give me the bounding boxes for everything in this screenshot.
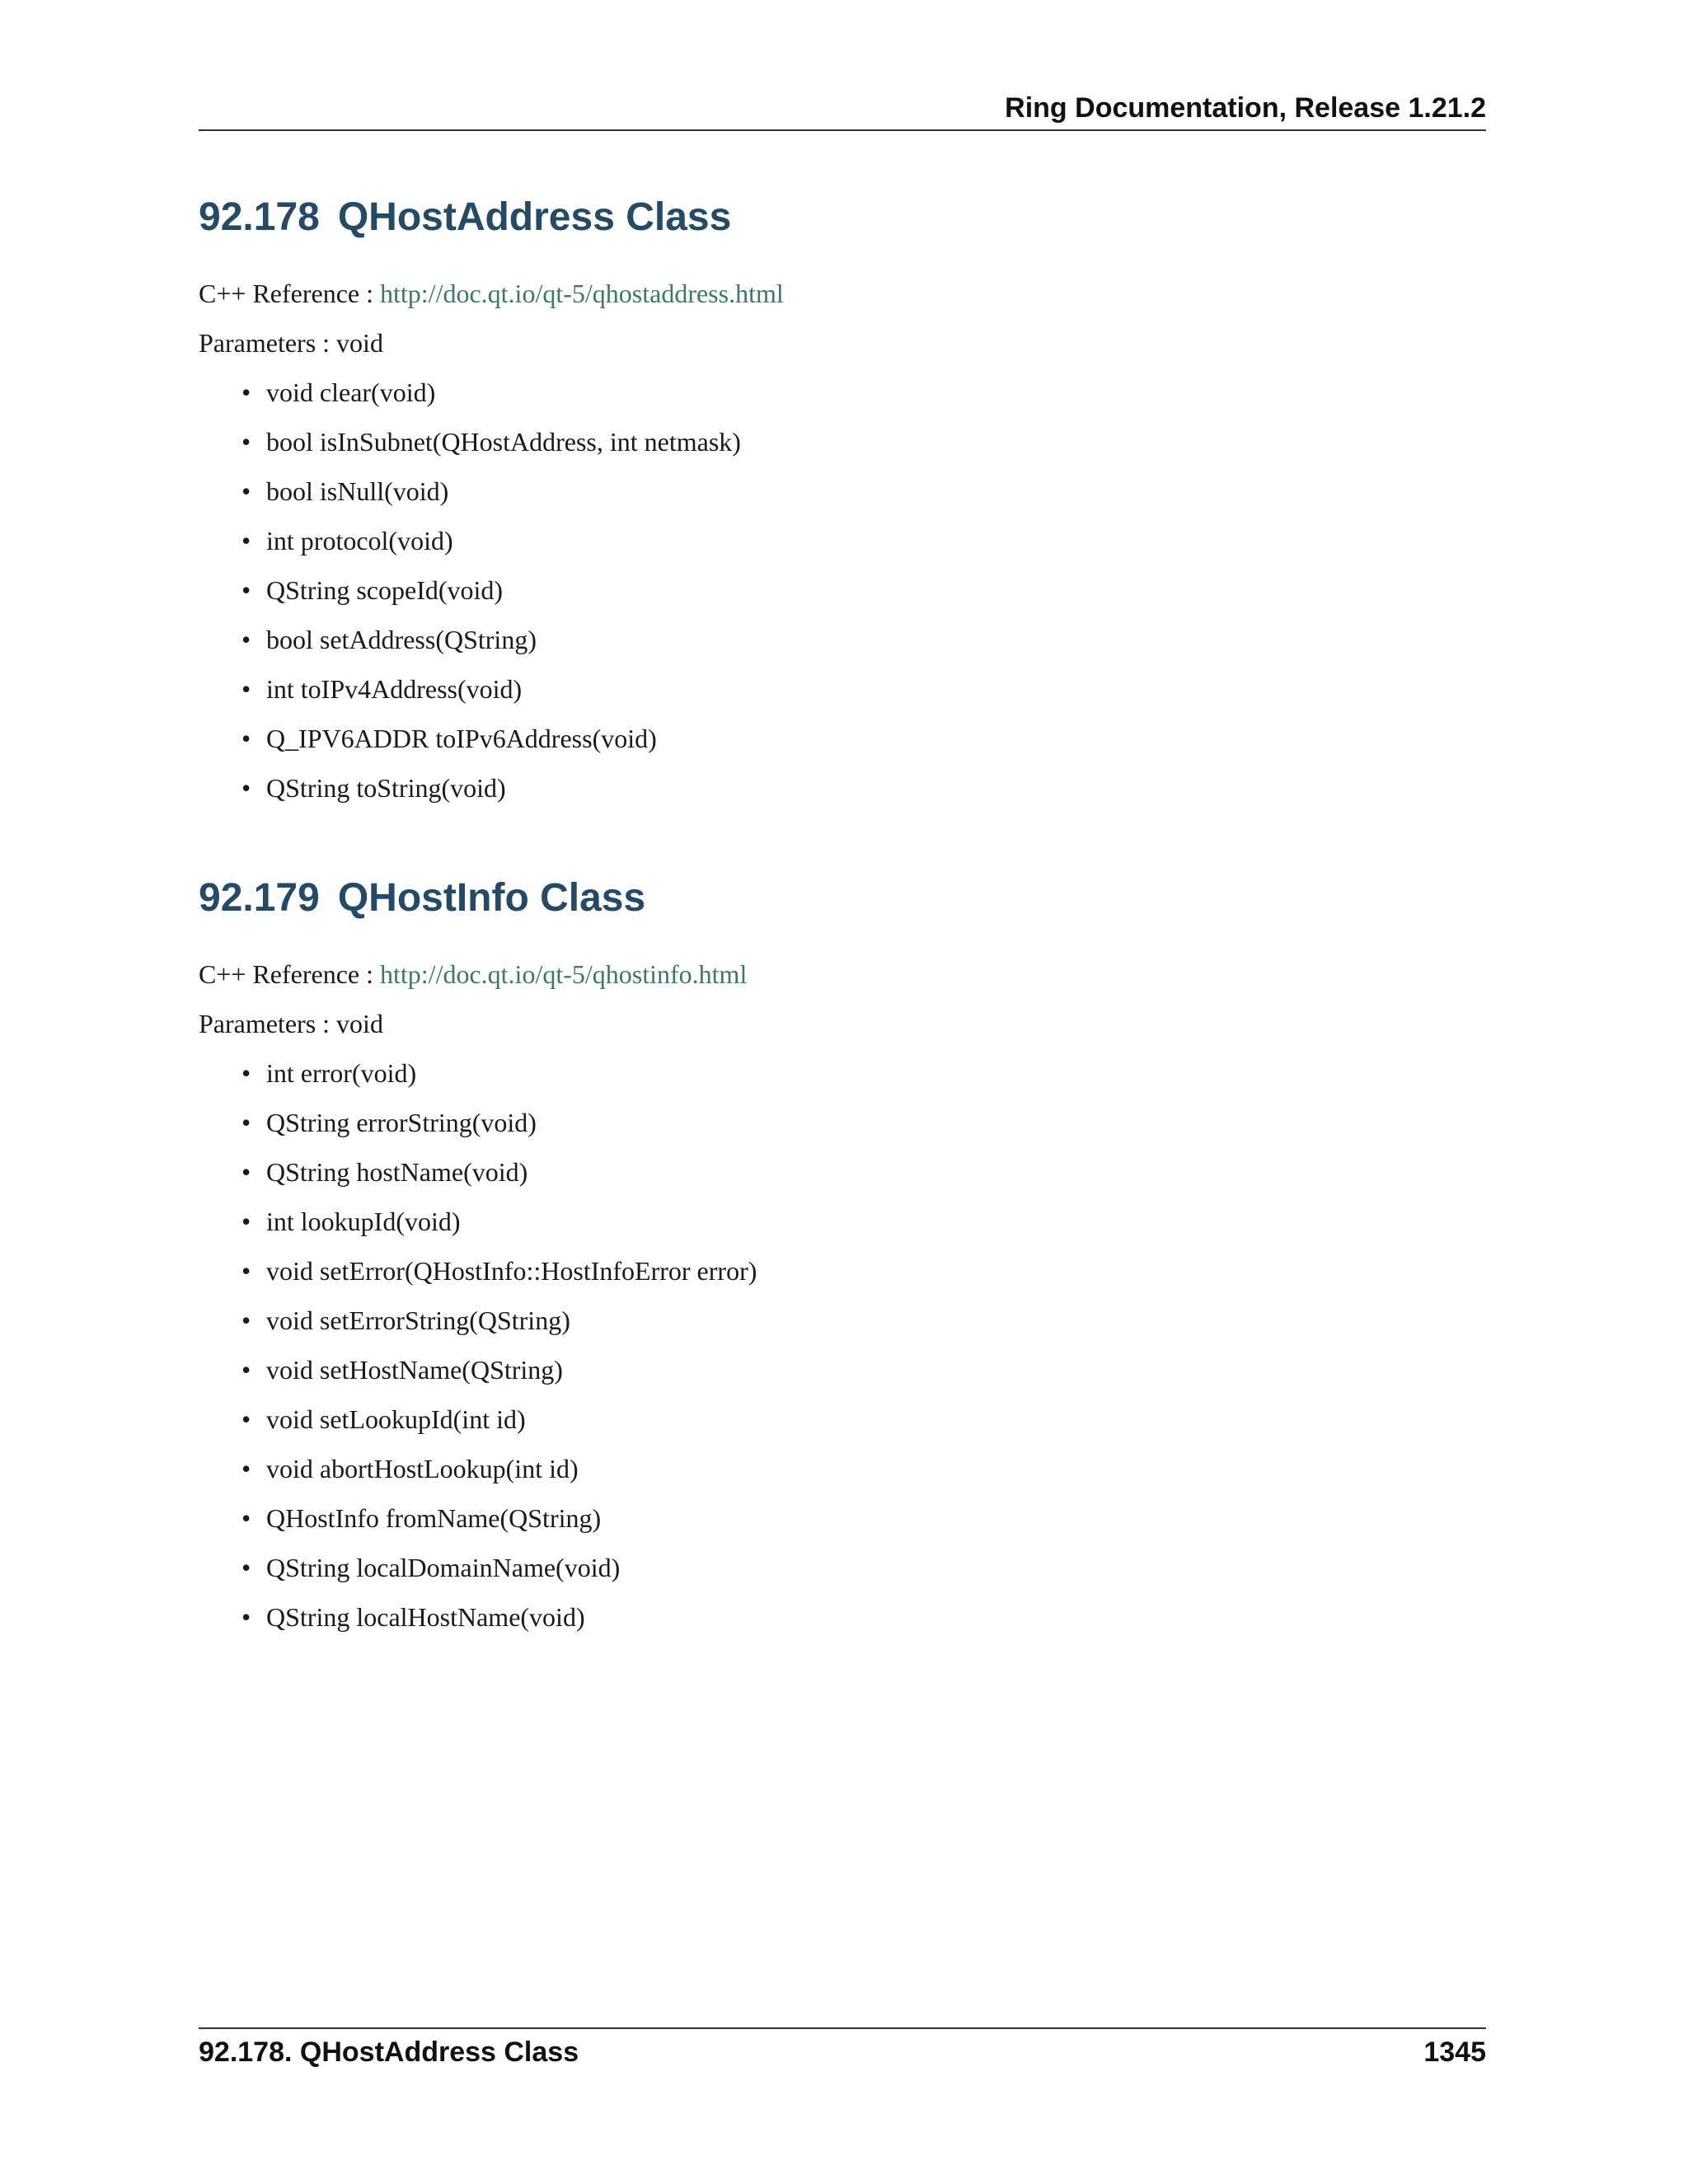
bullet-icon: •: [241, 1207, 251, 1236]
method-item: [241, 376, 1486, 409]
method-item: [241, 673, 1486, 705]
method-signature: bool setAddress(QString): [266, 625, 537, 654]
footer-divider: [199, 2027, 1486, 2029]
method-signature: void setLookupId(int id): [266, 1404, 526, 1434]
section-title-text: QHostInfo Class: [337, 876, 646, 920]
method-signature: QHostInfo fromName(QString): [266, 1503, 602, 1533]
section-heading: [199, 874, 1486, 923]
cpp-reference-label: C++ Reference :: [199, 279, 373, 308]
bullet-icon: •: [241, 526, 251, 555]
method-item: [241, 1452, 1486, 1485]
footer-section-label: 92.178. QHostAddress Class: [199, 2036, 579, 2068]
running-header-title: Ring Documentation, Release 1.21.2: [1005, 92, 1486, 124]
method-item: [241, 1601, 1486, 1633]
method-item: [241, 1205, 1486, 1238]
method-signature: QString errorString(void): [266, 1108, 537, 1137]
document-page: [199, 0, 1486, 2184]
parameters-line: [199, 1007, 1486, 1040]
parameters-label: Parameters :: [199, 328, 331, 358]
method-item: [241, 1353, 1486, 1386]
bullet-icon: •: [241, 427, 251, 457]
method-list: [199, 376, 1486, 804]
bullet-icon: •: [241, 1602, 251, 1632]
section-number: 92.179: [199, 876, 320, 920]
method-item: [241, 771, 1486, 804]
method-signature: void setError(QHostInfo::HostInfoError error): [266, 1256, 757, 1286]
bullet-icon: •: [241, 1305, 251, 1335]
method-list: [199, 1057, 1486, 1633]
method-signature: void setErrorString(QString): [266, 1305, 570, 1335]
bullet-icon: •: [241, 476, 251, 506]
method-signature: void setHostName(QString): [266, 1355, 563, 1385]
method-signature: QString toString(void): [266, 773, 506, 803]
bullet-icon: •: [241, 575, 251, 605]
method-item: [241, 1551, 1486, 1584]
bullet-icon: •: [241, 1157, 251, 1187]
cpp-reference-line: [199, 277, 1486, 310]
bullet-icon: •: [241, 377, 251, 407]
parameters-value: void: [336, 1009, 383, 1038]
parameters-label: Parameters :: [199, 1009, 331, 1038]
method-item: [241, 425, 1486, 458]
bullet-icon: •: [241, 625, 251, 654]
footer-page-number: 1345: [1423, 2036, 1486, 2068]
method-item: [241, 574, 1486, 607]
section-qhostinfo: [199, 874, 1486, 1650]
bullet-icon: •: [241, 1058, 251, 1088]
method-signature: bool isInSubnet(QHostAddress, int netmask): [266, 427, 741, 457]
bullet-icon: •: [241, 1454, 251, 1483]
section-heading: [199, 193, 1486, 242]
method-signature: int protocol(void): [266, 526, 453, 555]
cpp-reference-link[interactable]: http://doc.qt.io/qt-5/qhostinfo.html: [380, 959, 748, 989]
bullet-icon: •: [241, 1503, 251, 1533]
cpp-reference-link[interactable]: http://doc.qt.io/qt-5/qhostaddress.html: [380, 279, 784, 308]
section-number: 92.178: [199, 195, 320, 239]
method-signature: int error(void): [266, 1058, 417, 1088]
method-signature: QString hostName(void): [266, 1157, 528, 1187]
section-qhostaddress: [199, 193, 1486, 821]
method-item: [241, 623, 1486, 656]
bullet-icon: •: [241, 1553, 251, 1582]
cpp-reference-label: C++ Reference :: [199, 959, 373, 989]
method-item: [241, 1106, 1486, 1139]
header-divider: [199, 129, 1486, 131]
bullet-icon: •: [241, 1355, 251, 1385]
bullet-icon: •: [241, 724, 251, 753]
method-item: [241, 1057, 1486, 1090]
bullet-icon: •: [241, 773, 251, 803]
method-item: [241, 1155, 1486, 1188]
method-signature: void clear(void): [266, 377, 436, 407]
bullet-icon: •: [241, 674, 251, 704]
method-signature: QString scopeId(void): [266, 575, 504, 605]
method-signature: bool isNull(void): [266, 476, 449, 506]
method-signature: QString localDomainName(void): [266, 1553, 621, 1582]
bullet-icon: •: [241, 1108, 251, 1137]
method-item: [241, 524, 1486, 557]
cpp-reference-line: [199, 958, 1486, 991]
method-item: [241, 1502, 1486, 1535]
method-item: [241, 1403, 1486, 1436]
method-item: [241, 722, 1486, 755]
method-signature: int toIPv4Address(void): [266, 674, 523, 704]
method-item: [241, 475, 1486, 508]
method-signature: Q_IPV6ADDR toIPv6Address(void): [266, 724, 657, 753]
method-signature: QString localHostName(void): [266, 1602, 585, 1632]
method-item: [241, 1304, 1486, 1337]
parameters-value: void: [336, 328, 383, 358]
method-item: [241, 1254, 1486, 1287]
section-title-text: QHostAddress Class: [337, 195, 732, 239]
bullet-icon: •: [241, 1256, 251, 1286]
method-signature: void abortHostLookup(int id): [266, 1454, 579, 1483]
bullet-icon: •: [241, 1404, 251, 1434]
method-signature: int lookupId(void): [266, 1207, 461, 1236]
parameters-line: [199, 326, 1486, 359]
